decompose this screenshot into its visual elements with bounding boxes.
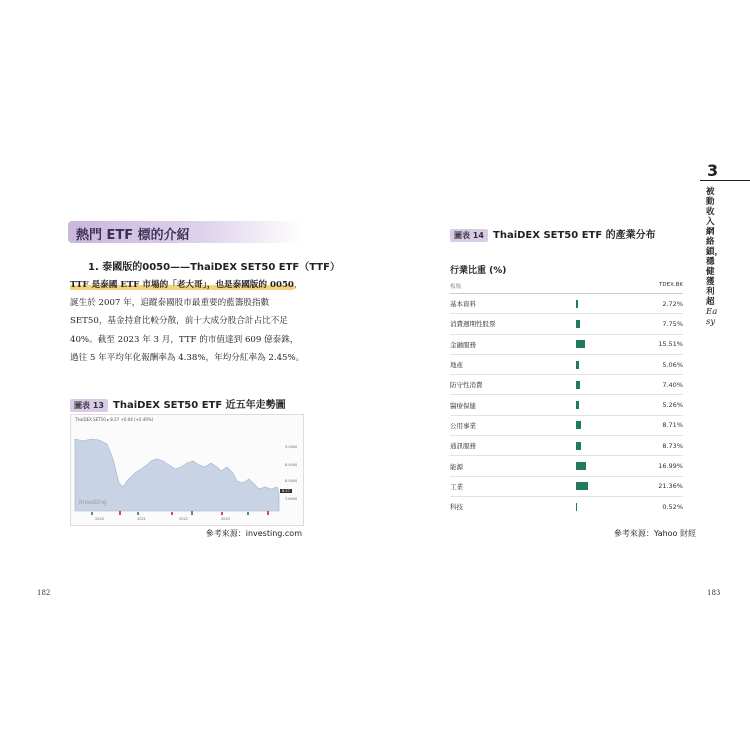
chapter-divider [700, 180, 750, 181]
date-tick: 2021 [137, 517, 146, 521]
sector-name: 地產 [450, 361, 463, 370]
sector-name: 工業 [450, 482, 463, 491]
table-row [450, 436, 683, 456]
weight-value: 21.36% [658, 482, 683, 491]
weight-bar [576, 381, 580, 389]
sector-name: 金融服務 [450, 340, 476, 349]
table-body [450, 294, 683, 516]
price-tick: 9.0000 [285, 445, 298, 449]
weight-bar-track [576, 441, 636, 451]
table-header [450, 282, 683, 294]
figure14-caption [450, 223, 656, 242]
figure13-source: 參考來源：investing.com [205, 529, 302, 538]
last-price-tag: 8.27 [282, 489, 290, 493]
weight-bar-track [576, 502, 636, 512]
page-number-left: 182 [37, 589, 51, 597]
weight-value: 8.73% [662, 441, 683, 450]
figure14-label: 圖表 14 [450, 229, 488, 242]
chart-header: ThaiDEX SET50 ▸ 8.27 +0.04 (+0.49%) [75, 417, 154, 422]
sector-name: 公用事業 [450, 421, 476, 430]
chapter-number: 3 [707, 161, 719, 180]
date-tick: 2023 [221, 517, 230, 521]
weight-value: 7.75% [662, 319, 683, 328]
weight-bar [576, 482, 588, 490]
figure14-source: 參考來源：Yahoo 財經 [613, 529, 696, 538]
figure13-label: 圖表 13 [70, 399, 108, 412]
date-tick: 2020 [95, 517, 104, 521]
figure13-caption [70, 393, 286, 412]
weight-bar [576, 361, 579, 369]
weight-bar-track [576, 339, 636, 349]
section-banner [68, 221, 304, 243]
figure13-title: ThaiDEX SET50 ETF 近五年走勢圖 [113, 400, 286, 411]
sector-name: 科技 [450, 503, 463, 512]
table-row [450, 355, 683, 375]
sector-name: 通訊服務 [450, 442, 476, 451]
weight-bar [576, 421, 581, 429]
table-row [450, 456, 683, 476]
weight-value: 15.51% [658, 340, 683, 349]
weight-bar [576, 320, 580, 328]
body-paragraph [70, 276, 306, 367]
price-tick: 8.4000 [285, 463, 298, 467]
weight-value: 5.26% [662, 401, 683, 410]
price-area-svg [71, 415, 303, 525]
weight-value: 0.52% [662, 502, 683, 511]
figure14-title: ThaiDEX SET50 ETF 的產業分布 [493, 230, 656, 241]
sector-name: 消費週期性股票 [450, 320, 496, 329]
header-fund: TDEX.BK [659, 282, 683, 288]
weight-value: 5.06% [662, 360, 683, 369]
body-text: ，誕生於 2007 年，追蹤泰國股市最重要的藍籌股指數 SET50，基金持倉比較分散，前十大成分股合計占比不足 40%。截至 2023 年 3 月，TTF 的市值達到 609 億泰銖，過往 5 年平均年化報酬率為 4.38%，年均分紅率為 2.45%。 [70, 280, 305, 363]
weight-bar-track [576, 319, 636, 329]
price-tick: 7.6000 [285, 497, 298, 501]
table-row [450, 294, 683, 314]
chapter-title-en: Easy [706, 307, 718, 327]
weight-value: 7.40% [662, 380, 683, 389]
weight-bar-track [576, 481, 636, 491]
weight-bar [576, 503, 577, 511]
weight-bar [576, 462, 586, 470]
weight-value: 2.72% [662, 299, 683, 308]
table-row [450, 375, 683, 395]
price-chart [70, 414, 304, 526]
sector-name: 基本資料 [450, 300, 476, 309]
page-number-right: 183 [707, 589, 721, 597]
table-row [450, 314, 683, 334]
section-title: 熱門 ETF 標的介紹 [76, 228, 190, 243]
table-title: 行業比重 (%) [450, 266, 507, 276]
volume-bars [91, 511, 269, 515]
table-row [450, 416, 683, 436]
weight-bar-track [576, 461, 636, 471]
table-row [450, 477, 683, 497]
table-row [450, 335, 683, 355]
price-tick: 8.0000 [285, 479, 298, 483]
date-tick: 2022 [179, 517, 188, 521]
weight-bar-track [576, 420, 636, 430]
weight-value: 16.99% [658, 462, 683, 471]
weight-bar [576, 340, 585, 348]
sector-name: 防守性消費 [450, 381, 483, 390]
sector-table [450, 263, 683, 516]
weight-bar [576, 300, 578, 308]
chart-watermark: Investing [79, 499, 107, 506]
weight-bar-track [576, 380, 636, 390]
subheading: 1. 泰國版的0050——ThaiDEX SET50 ETF（TTF） [88, 262, 340, 273]
table-row [450, 395, 683, 415]
sector-name: 能源 [450, 462, 463, 471]
table-row [450, 497, 683, 516]
weight-bar-track [576, 299, 636, 309]
weight-bar-track [576, 360, 636, 370]
highlighted-text: TTF 是泰國 ETF 市場的「老大哥」，也是泰國版的 0050 [70, 280, 294, 290]
weight-bar [576, 442, 581, 450]
header-sector: 板塊 [450, 284, 462, 290]
sector-name: 醫療保健 [450, 401, 476, 410]
weight-bar-track [576, 400, 636, 410]
chapter-title: 被動收入網絡鎖，穩健獲利超 [706, 187, 724, 307]
chapter-title-vertical [706, 187, 724, 327]
weight-bar [576, 401, 579, 409]
weight-value: 8.71% [662, 421, 683, 430]
